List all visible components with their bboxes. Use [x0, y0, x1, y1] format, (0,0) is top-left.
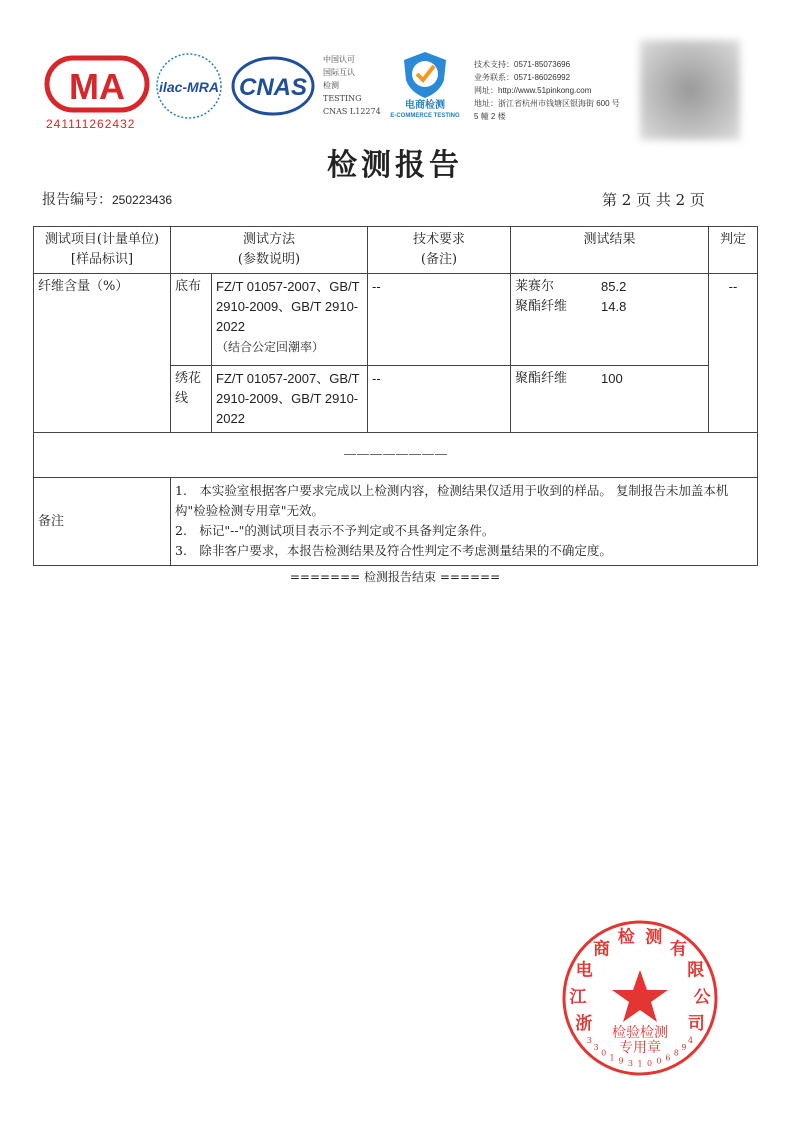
report-no-label: 报告编号： — [42, 192, 112, 208]
table-row — [34, 274, 758, 366]
stamp-number-char: 1 — [609, 1053, 615, 1063]
header-test-item: 测试项目(计量单位) [样品标识] — [34, 227, 171, 274]
stamp-number-char: 0 — [647, 1058, 653, 1068]
separator-line: ———————— — [34, 433, 758, 478]
table-section — [33, 226, 757, 585]
stamp-number-char: 0 — [601, 1048, 607, 1058]
stamp-number-char: 6 — [665, 1053, 671, 1063]
stamp-org-char: 电 — [575, 960, 593, 981]
ecommerce-logo-en: E-COMMERCE TESTING — [390, 113, 460, 119]
star-icon — [612, 970, 668, 1022]
contact-info — [474, 58, 634, 123]
results-table — [33, 226, 758, 566]
stamp-org-char: 限 — [687, 960, 705, 981]
cnas-logo — [230, 55, 316, 117]
contact-line: 技术支持：0571-85073696 — [474, 60, 571, 69]
ilac-mra-logo — [156, 50, 222, 122]
svg-text:MA: MA — [69, 66, 125, 107]
header-judgement: 判定 — [709, 227, 758, 274]
stamp-org-char: 浙 — [575, 1014, 593, 1035]
fiber-name: 聚酯纤维 — [515, 299, 568, 314]
accr-line: CNAS L12274 — [323, 107, 381, 116]
stamp-number-char: 3 — [586, 1035, 592, 1045]
stamp-org-char: 司 — [687, 1014, 705, 1035]
fiber-percent: 85.2 — [601, 279, 627, 294]
svg-text:CNAS: CNAS — [238, 74, 308, 101]
stamp-purpose-2: 专用章 — [619, 1040, 661, 1056]
header-result: 测试结果 — [511, 227, 709, 274]
remark-item: 2. 标记"--"的测试项目表示不予判定或不具备判定条件。 — [175, 523, 495, 538]
fiber-name: 莱赛尔 — [515, 279, 555, 294]
remark-item: 1. 本实验室根据客户要求完成以上检测内容，检测结果仅适用于收到的样品。 复制报告未加盖本机构"检验检测专用章"无效。 — [175, 483, 729, 518]
page-info: 第 2 页 共 2 页 — [602, 191, 705, 209]
requirement: -- — [368, 274, 511, 366]
stamp-org-char: 江 — [569, 987, 587, 1008]
stamp-org-char: 检 — [617, 927, 635, 948]
ecommerce-logo-cn: 电商检测 — [405, 100, 445, 111]
test-method: FZ/T 01057-2007、GB/T 2910-2009、GB/T 2910-2022 — [212, 366, 368, 433]
fiber-percent: 14.8 — [601, 299, 627, 314]
report-number — [42, 191, 172, 209]
ecommerce-testing-logo — [385, 50, 465, 126]
cma-logo — [44, 55, 150, 115]
stamp-org-char: 测 — [645, 927, 663, 948]
header-requirement: 技术要求 (备注) — [368, 227, 511, 274]
stamp-number-char: 3 — [627, 1058, 633, 1068]
judgement: -- — [709, 274, 758, 433]
shield-check-icon — [400, 50, 450, 100]
stamp-number-char: 4 — [688, 1035, 694, 1045]
accr-line: TESTING — [323, 94, 362, 103]
separator-row — [34, 433, 758, 478]
sample-part: 底布 — [171, 274, 212, 366]
svg-text:ilac-MRA: ilac-MRA — [159, 79, 219, 95]
remarks-label: 备注 — [34, 478, 171, 566]
stamp-purpose: 检验检测 — [612, 1025, 668, 1041]
test-method: FZ/T 01057-2007、GB/T 2910-2009、GB/T 2910-2022 — [216, 279, 360, 334]
stamp-number-char: 3 — [593, 1042, 599, 1052]
accr-line: 中国认可 — [323, 55, 355, 64]
stamp-number-char: 1 — [637, 1059, 643, 1069]
stamp-org-char: 公 — [693, 987, 711, 1008]
contact-line: 5 幢 2 楼 — [474, 112, 506, 121]
accr-line: 检测 — [323, 81, 339, 90]
method-note: （结合公定回潮率） — [216, 340, 325, 354]
accreditation-text — [323, 53, 381, 118]
stamp-number-char: 8 — [673, 1048, 679, 1058]
accr-line: 国际互认 — [323, 68, 355, 77]
stamp-org-char: 有 — [670, 939, 687, 960]
stamp-org-char: 商 — [593, 939, 610, 960]
blurred-qr-code — [640, 40, 740, 140]
stamp-number-char: 0 — [656, 1056, 662, 1066]
header-method: 测试方法 (参数说明) — [171, 227, 368, 274]
cma-number: 241111262432 — [46, 117, 136, 131]
fiber-percent: 100 — [601, 371, 623, 386]
report-title: 检测报告 — [327, 148, 463, 183]
stamp-number-char: 9 — [618, 1056, 624, 1066]
fiber-name: 聚酯纤维 — [515, 371, 568, 386]
end-of-report: ======= 检测报告结束 ====== — [289, 570, 501, 584]
contact-line: 业务联系：0571-86026992 — [474, 73, 571, 82]
contact-line: 网址：http://www.51pinkong.com — [474, 86, 592, 95]
sample-part: 绣花线 — [171, 366, 212, 433]
remark-item: 3. 除非客户要求，本报告检测结果及符合性判定不考虑测量结果的不确定度。 — [175, 543, 612, 558]
official-stamp — [560, 918, 720, 1078]
stamp-number-char: 9 — [681, 1042, 687, 1052]
test-item: 纤维含量（%） — [34, 274, 171, 433]
contact-line: 地址：浙江省杭州市钱塘区银海街 600 号 — [474, 99, 620, 108]
report-no-value: 250223436 — [112, 193, 173, 207]
requirement: -- — [368, 366, 511, 433]
remarks-row — [34, 478, 758, 566]
table-header-row — [34, 227, 758, 274]
